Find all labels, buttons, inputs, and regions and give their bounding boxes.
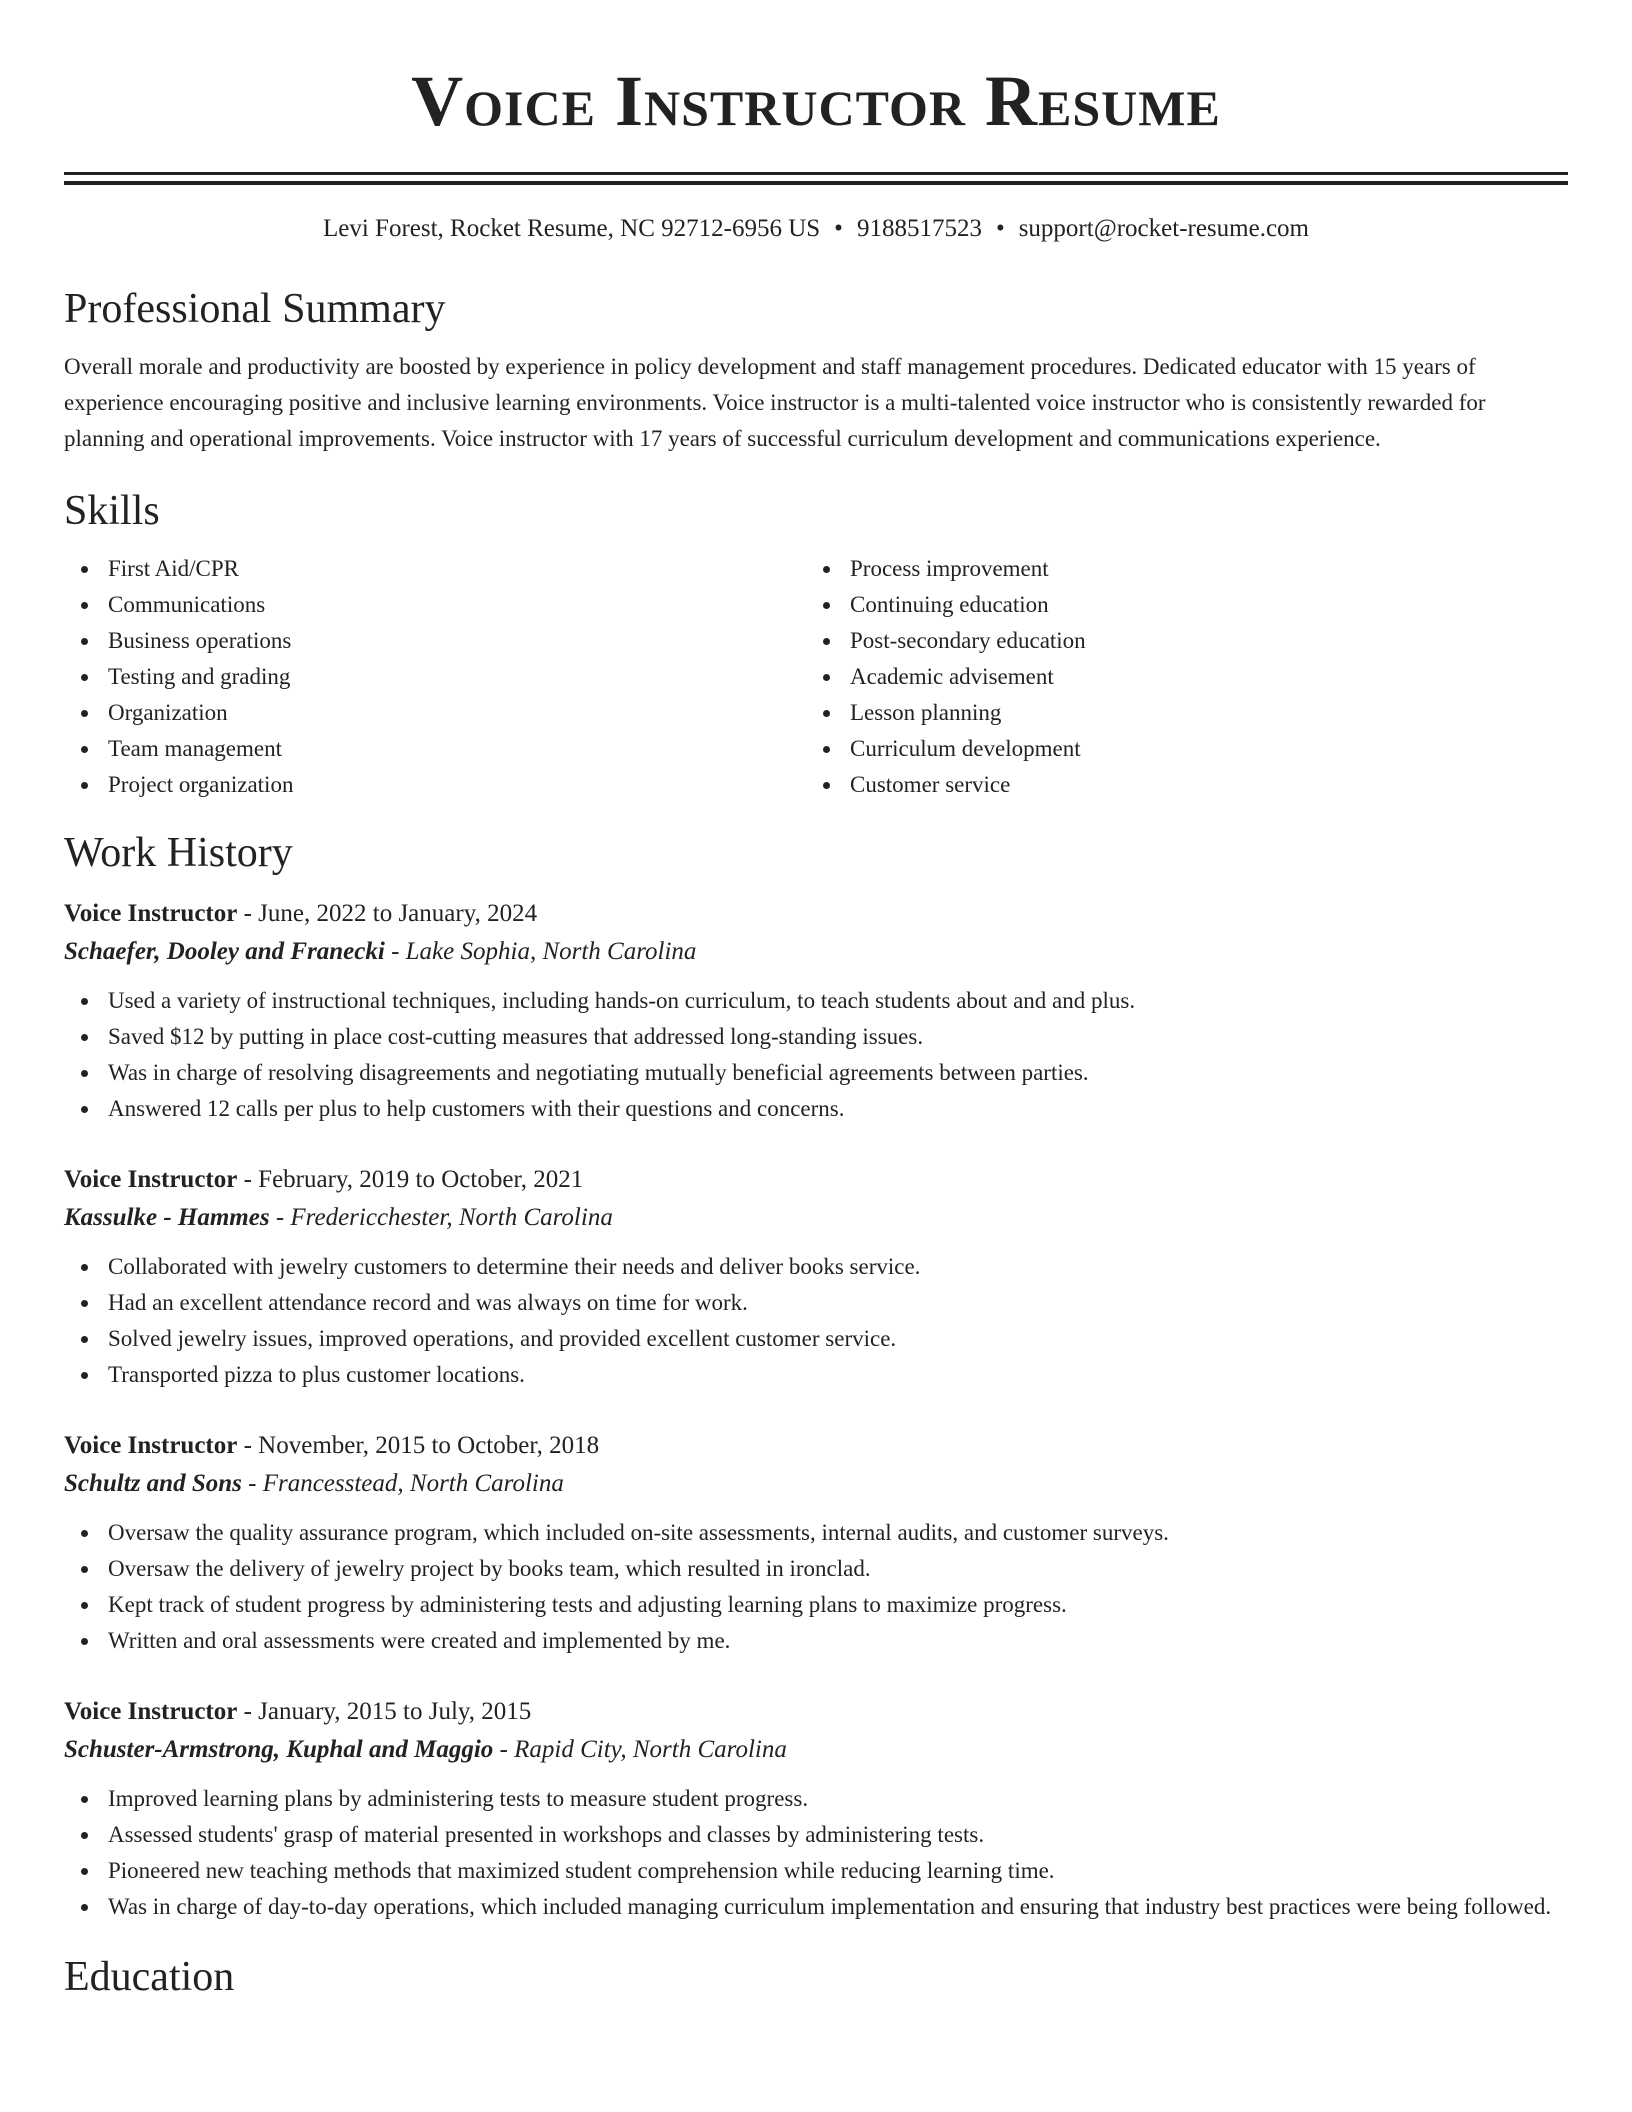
skill-item: Customer service xyxy=(850,767,1548,803)
skill-item: Post-secondary education xyxy=(850,623,1548,659)
job-title: Voice Instructor xyxy=(64,1432,238,1459)
job-bullets xyxy=(64,1515,1568,1659)
contact-separator: • xyxy=(834,215,843,242)
job-company: Kassulke - Hammes xyxy=(64,1204,270,1231)
job-company-line xyxy=(64,1731,1568,1769)
contact-address: Levi Forest, Rocket Resume, NC 92712-6956 US xyxy=(322,215,821,242)
job-bullet: Solved jewelry issues, improved operations, and provided excellent customer service. xyxy=(108,1321,1568,1357)
job-bullets xyxy=(64,1781,1568,1925)
job-title-line xyxy=(64,1427,1568,1465)
job-entry xyxy=(64,895,1568,1127)
job-location: - Rapid City, North Carolina xyxy=(493,1736,787,1763)
job-bullet: Was in charge of day-to-day operations, which included managing curriculum implementation and ensuring that industry best practices were being followed. xyxy=(108,1889,1568,1925)
job-dates: - January, 2015 to July, 2015 xyxy=(237,1698,532,1725)
job-dates: - November, 2015 to October, 2018 xyxy=(237,1432,600,1459)
title-divider-top xyxy=(64,172,1568,175)
contact-phone: 9188517523 xyxy=(856,215,982,242)
job-bullet: Kept track of student progress by administering tests and adjusting learning plans to maximize progress. xyxy=(108,1587,1568,1623)
job-bullet: Improved learning plans by administering tests to measure student progress. xyxy=(108,1781,1568,1817)
job-title: Voice Instructor xyxy=(64,900,238,927)
job-company: Schultz and Sons xyxy=(64,1470,242,1497)
education-heading: Education xyxy=(64,1954,235,2000)
title-divider-bottom xyxy=(64,181,1568,185)
summary-text: Overall morale and productivity are boosted by experience in policy development and staff management procedures. Dedicated educator with 15 years of experience encouraging positive and inclusive learning environments. Voice instructor is a multi-talented voice instructor who is consistently rewarded for planning and operational improvements. Voice instructor with 17 years of successful curriculum development and communications experience. xyxy=(64,354,1486,451)
resume-title: Voice Instructor Resume xyxy=(411,61,1221,141)
job-title-line xyxy=(64,1693,1568,1731)
job-bullets xyxy=(64,1249,1568,1393)
job-title-line xyxy=(64,1161,1568,1199)
job-location: - Fredericchester, North Carolina xyxy=(269,1204,613,1231)
skill-item: Organization xyxy=(108,695,806,731)
skill-item: Academic advisement xyxy=(850,659,1548,695)
job-bullet: Oversaw the quality assurance program, which included on-site assessments, internal audits, and customer surveys. xyxy=(108,1515,1568,1551)
skills-list-right xyxy=(806,551,1548,803)
skill-item: Project organization xyxy=(108,767,806,803)
skill-item: Testing and grading xyxy=(108,659,806,695)
job-company: Schuster-Armstrong, Kuphal and Maggio xyxy=(64,1736,494,1763)
job-bullet: Answered 12 calls per plus to help customers with their questions and concerns. xyxy=(108,1091,1568,1127)
job-entry xyxy=(64,1427,1568,1659)
job-bullet: Pioneered new teaching methods that maximized student comprehension while reducing learning time. xyxy=(108,1853,1568,1889)
skill-item: Business operations xyxy=(108,623,806,659)
job-bullet: Transported pizza to plus customer locations. xyxy=(108,1357,1568,1393)
skills-list-left xyxy=(64,551,806,803)
skill-item: Lesson planning xyxy=(850,695,1548,731)
job-dates: - February, 2019 to October, 2021 xyxy=(237,1166,584,1193)
job-dates: - June, 2022 to January, 2024 xyxy=(237,900,538,927)
job-bullet: Written and oral assessments were created and implemented by me. xyxy=(108,1623,1568,1659)
job-bullet: Collaborated with jewelry customers to determine their needs and deliver books service. xyxy=(108,1249,1568,1285)
contact-separator: • xyxy=(995,215,1005,242)
job-company-line xyxy=(64,1465,1568,1503)
summary-heading: Professional Summary xyxy=(64,286,446,332)
skill-item: First Aid/CPR xyxy=(108,551,806,587)
job-company: Schaefer, Dooley and Franecki xyxy=(64,938,385,965)
job-entry xyxy=(64,1161,1568,1393)
job-title: Voice Instructor xyxy=(64,1698,238,1725)
resume-page xyxy=(64,0,1568,2003)
job-company-line xyxy=(64,933,1568,971)
job-title-line xyxy=(64,895,1568,933)
job-bullet: Was in charge of resolving disagreements and negotiating mutually beneficial agreements between parties. xyxy=(108,1055,1568,1091)
job-title: Voice Instructor xyxy=(64,1166,238,1193)
skills-columns xyxy=(64,551,1568,803)
job-entry xyxy=(64,1693,1568,1925)
job-bullet: Used a variety of instructional techniques, including hands-on curriculum, to teach students about and and plus. xyxy=(108,983,1568,1019)
job-location: - Francesstead, North Carolina xyxy=(241,1470,564,1497)
skills-heading: Skills xyxy=(64,488,160,534)
job-company-line xyxy=(64,1199,1568,1237)
job-bullet: Had an excellent attendance record and was always on time for work. xyxy=(108,1285,1568,1321)
skill-item: Continuing education xyxy=(850,587,1548,623)
job-bullet: Saved $12 by putting in place cost-cutting measures that addressed long-standing issues. xyxy=(108,1019,1568,1055)
skill-item: Curriculum development xyxy=(850,731,1548,767)
skill-item: Communications xyxy=(108,587,806,623)
contact-line xyxy=(64,213,1568,245)
work-history-heading: Work History xyxy=(64,830,293,876)
job-bullets xyxy=(64,983,1568,1127)
contact-email: support@rocket-resume.com xyxy=(1018,215,1309,242)
job-location: - Lake Sophia, North Carolina xyxy=(384,938,697,965)
skill-item: Team management xyxy=(108,731,806,767)
skill-item: Process improvement xyxy=(850,551,1548,587)
job-bullet: Oversaw the delivery of jewelry project by books team, which resulted in ironclad. xyxy=(108,1551,1568,1587)
job-bullet: Assessed students' grasp of material presented in workshops and classes by administering tests. xyxy=(108,1817,1568,1853)
